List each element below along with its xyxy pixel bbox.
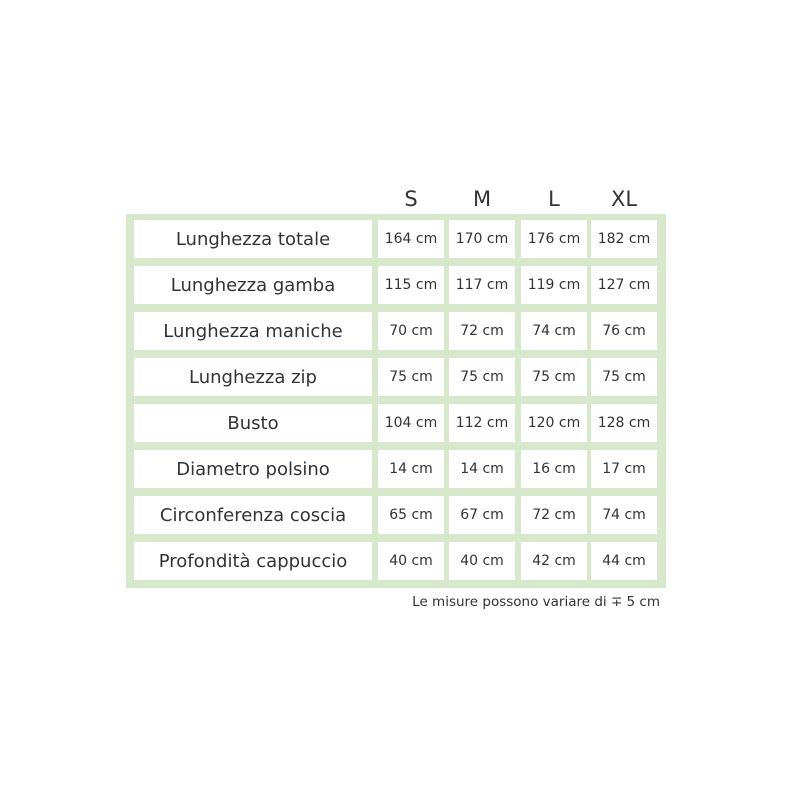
value-cell-m: 72 cm (449, 312, 515, 350)
value-cell-l: 16 cm (521, 450, 587, 488)
row-label: Lunghezza maniche (134, 312, 372, 350)
value-cell-m: 75 cm (449, 358, 515, 396)
value-cell-s: 70 cm (378, 312, 444, 350)
value-cell-l: 74 cm (521, 312, 587, 350)
value-cell-m: 14 cm (449, 450, 515, 488)
value-cell-xl: 75 cm (591, 358, 657, 396)
value-cell-l: 72 cm (521, 496, 587, 534)
value-cell-xl: 182 cm (591, 220, 657, 258)
table-row (126, 490, 666, 536)
value-cell-xl: 128 cm (591, 404, 657, 442)
value-cell-xl: 74 cm (591, 496, 657, 534)
value-cell-m: 40 cm (449, 542, 515, 580)
value-cell-m: 112 cm (449, 404, 515, 442)
value-cell-s: 164 cm (378, 220, 444, 258)
table-row (126, 398, 666, 444)
row-label: Lunghezza totale (134, 220, 372, 258)
value-cell-s: 115 cm (378, 266, 444, 304)
size-header-m: M (472, 187, 492, 211)
table-row (126, 260, 666, 306)
table-row (126, 352, 666, 398)
size-header-xl: XL (610, 187, 638, 211)
row-label: Busto (134, 404, 372, 442)
table-row (126, 214, 666, 260)
value-cell-s: 75 cm (378, 358, 444, 396)
row-label: Diametro polsino (134, 450, 372, 488)
value-cell-xl: 127 cm (591, 266, 657, 304)
table-row (126, 536, 666, 582)
measurement-note: Le misure possono variare di ∓ 5 cm (412, 594, 660, 610)
value-cell-s: 65 cm (378, 496, 444, 534)
value-cell-s: 104 cm (378, 404, 444, 442)
value-cell-l: 119 cm (521, 266, 587, 304)
value-cell-m: 67 cm (449, 496, 515, 534)
value-cell-xl: 44 cm (591, 542, 657, 580)
row-label: Profondità cappuccio (134, 542, 372, 580)
row-label: Lunghezza gamba (134, 266, 372, 304)
table-row (126, 306, 666, 352)
row-label: Lunghezza zip (134, 358, 372, 396)
value-cell-s: 14 cm (378, 450, 444, 488)
table-row (126, 444, 666, 490)
value-cell-l: 42 cm (521, 542, 587, 580)
value-cell-s: 40 cm (378, 542, 444, 580)
value-cell-m: 170 cm (449, 220, 515, 258)
value-cell-l: 176 cm (521, 220, 587, 258)
size-header-l: L (548, 187, 560, 211)
size-header-row (0, 184, 800, 214)
size-header-s: S (404, 187, 418, 211)
value-cell-m: 117 cm (449, 266, 515, 304)
value-cell-xl: 76 cm (591, 312, 657, 350)
size-table (126, 214, 666, 588)
row-label: Circonferenza coscia (134, 496, 372, 534)
value-cell-xl: 17 cm (591, 450, 657, 488)
value-cell-l: 120 cm (521, 404, 587, 442)
value-cell-l: 75 cm (521, 358, 587, 396)
